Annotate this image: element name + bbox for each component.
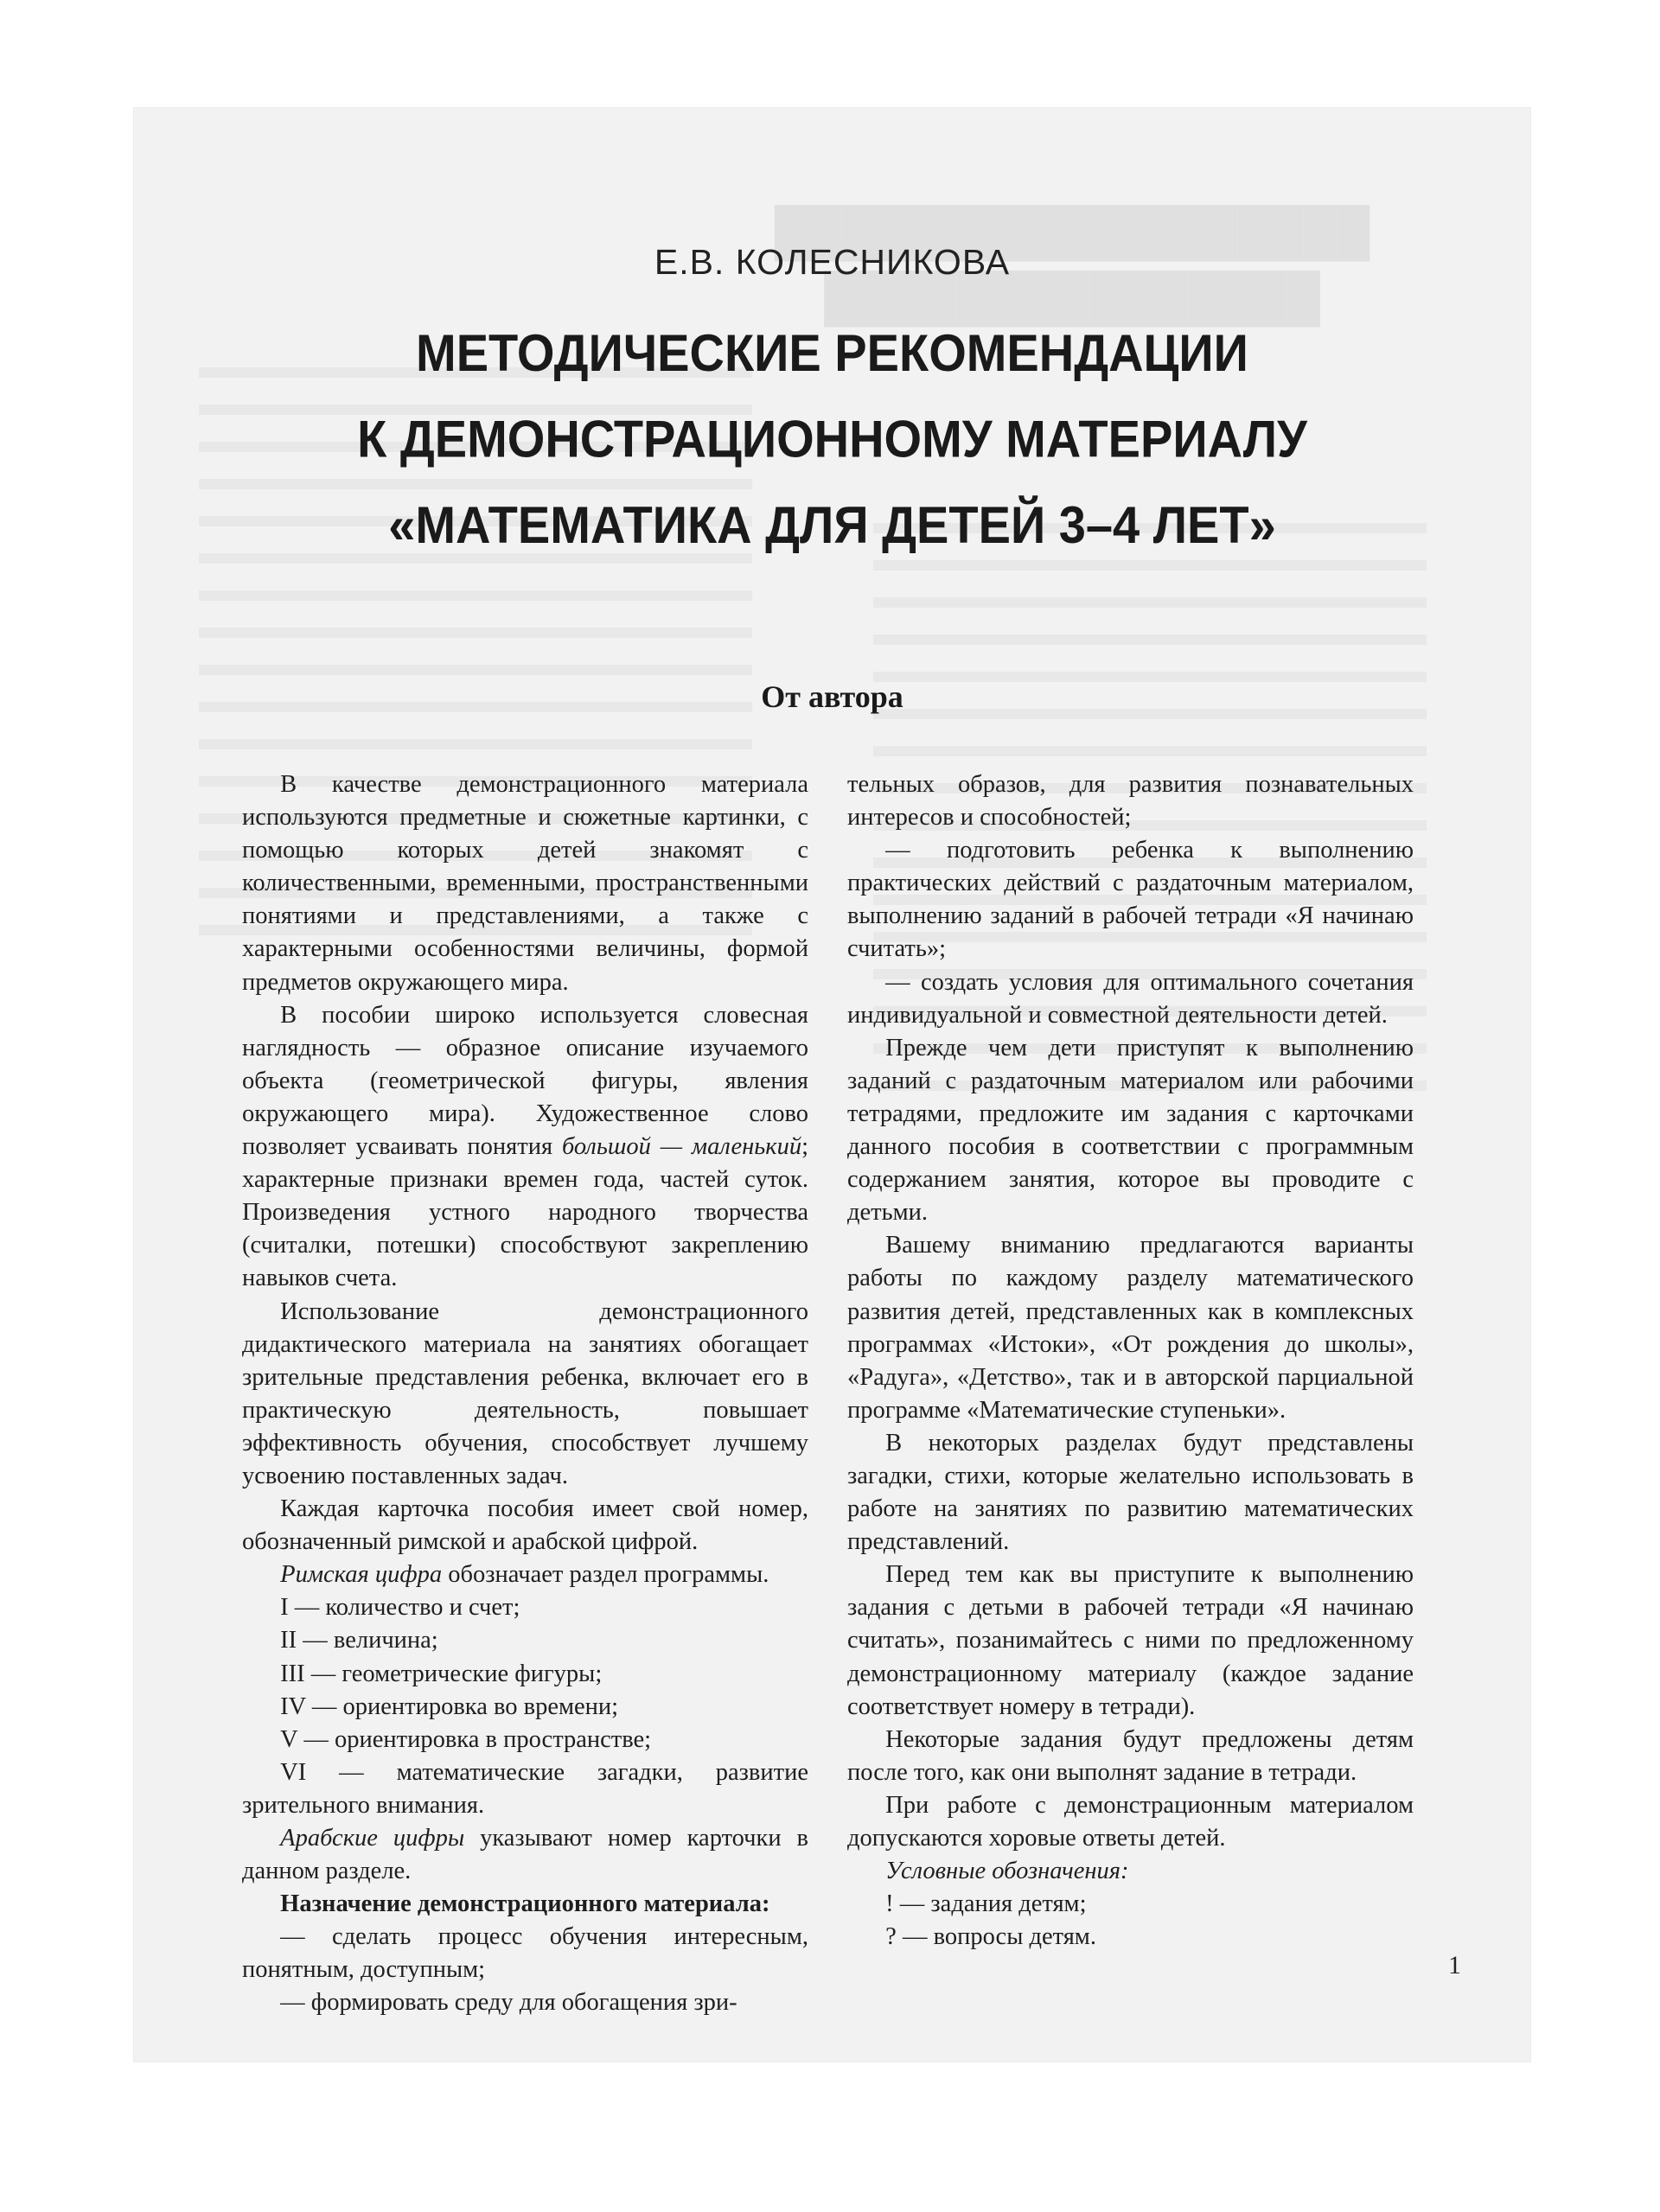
legend-item: ! — задания детям; [885,1890,1087,1918]
paragraph: Некоторые задания будут предложены детям после того, как они выполнят задание в тетради. [847,1725,1414,1786]
list-item: — создать условия для оптимального сочетания индивидуальной и совместной деятельности детей. [847,968,1414,1029]
legend-title: Условные обозначения: [885,1858,1129,1885]
list-item: II — величина; [280,1627,438,1654]
left-column [242,768,808,2020]
paragraph: Перед тем как вы приступите к выполнению задания с детьми в рабочей тетради «Я начинаю считать», позанимайтесь с ними по предложенному демонстрационному материалу (каждое задание соответствует номеру в тетради). [847,1561,1414,1720]
paragraph: Арабские цифры указывают номер карточки в данном разделе. [242,1825,808,1885]
paragraph: Прежде чем дети приступят к выполнению заданий с раздаточным материалом или рабочими тетрадями, предложите им задания с карточками данного пособия в соответствии с программным содержанием занятия, которое вы проводите с детьми. [847,1034,1414,1227]
paragraph: В пособии широко используется словесная наглядность — образное описание изучаемого объекта (геометрической фигуры, явления окружающего мира). Художественное слово позволяет усваивать понятия большой — маленький; характерные признаки времен года, частей суток. Произведения устного народного творчества (считалки, потешки) способствуют закреплению навыков счета. [242,1001,808,1292]
paragraph: Римская цифра обозначает раздел программы. [280,1561,769,1589]
paragraph: Каждая карточка пособия имеет свой номер, обозначенный римской и арабской цифрой. [242,1495,808,1556]
paragraph: При работе с демонстрационным материалом допускаются хоровые ответы детей. [847,1791,1414,1852]
list-item: — сделать процесс обучения интересным, понятным, доступным; [242,1923,808,1984]
list-item: — формировать среду для обогащения зри- [280,1989,737,2017]
author-name: Е.В. КОЛЕСНИКОВА [654,242,1011,282]
title-line-3: «МАТЕМАТИКА ДЛЯ ДЕТЕЙ 3–4 ЛЕТ» [388,494,1276,554]
subheading: Назначение демонстрационного материала: [280,1890,770,1918]
list-item: V — ориентировка в пространстве; [280,1725,652,1753]
list-item: — подготовить ребенка к выполнению практических действий с раздаточным материалом, выполнению заданий в рабочей тетради «Я начинаю считать»; [847,837,1414,963]
legend-item: ? — вопросы детям. [885,1923,1096,1951]
paragraph: тельных образов, для развития познавательных интересов и способностей; [847,771,1414,832]
paragraph: В качестве демонстрационного материала используются предметные и сюжетные картинки, с помощью которых детей знакомят с количественными, временными, пространственными понятиями и представлениями, а также с характерными особенностями величины, формой предметов окружающего мира. [242,771,808,996]
list-item: I — количество и счет; [280,1594,520,1622]
paragraph: Использование демонстрационного дидактического материала на занятиях обогащает зрительные представления ребенка, включает его в практическую деятельность, повышает эффективность обучения, способствует лучшему усвоению поставленных задач. [242,1297,808,1489]
page-number: 1 [1448,1951,1461,1979]
list-item: VI — математические загадки, развитие зрительного внимания. [242,1758,808,1819]
title-line-1: МЕТОДИЧЕСКИЕ РЕКОМЕНДАЦИИ [416,323,1248,383]
right-column [847,768,1414,1954]
title-line-2: К ДЕМОНСТРАЦИОННОМУ МАТЕРИАЛУ [357,409,1307,469]
page-title [134,310,1530,568]
bleed-through-texture: ██████████████████ ███████████████ [134,108,1530,2062]
paragraph: В некоторых разделах будут представлены загадки, стихи, которые желательно использовать в работе на занятиях по развитию математических представлений. [847,1429,1414,1556]
book-page [134,108,1530,2062]
paragraph: Вашему вниманию предлагаются варианты работы по каждому разделу математического развития детей, представленных как в комплексных программах «Истоки», «От рождения до школы», «Радуга», «Детство», так и в авторской парциальной программе «Математические ступеньки». [847,1232,1414,1424]
list-item: IV — ориентировка во времени; [280,1692,619,1720]
section-heading: От автора [761,679,903,714]
list-item: III — геометрические фигуры; [280,1660,603,1687]
